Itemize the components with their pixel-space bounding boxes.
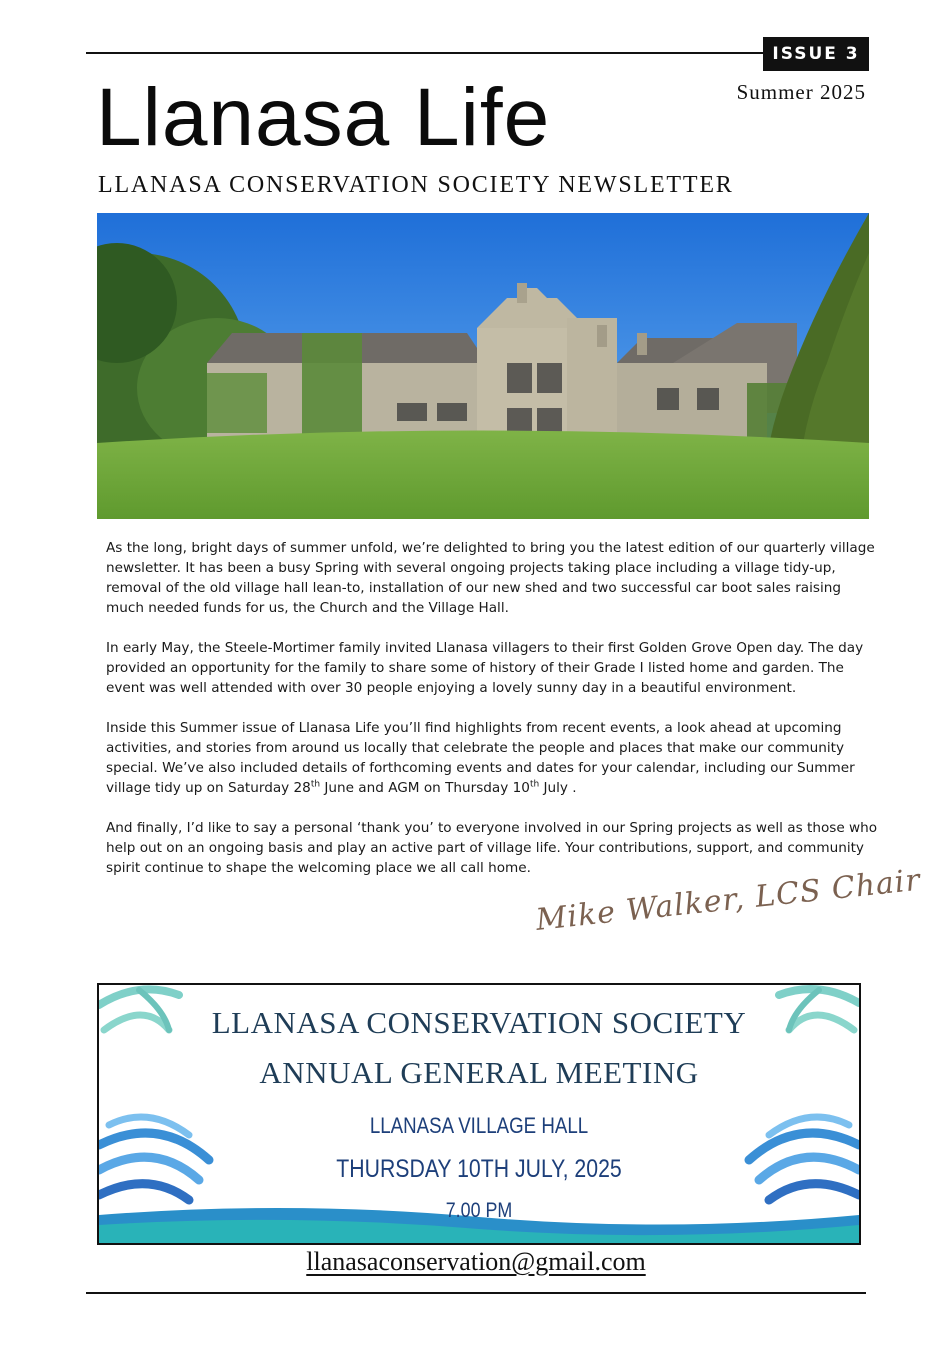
agm-banner [97, 983, 861, 1245]
newsletter-subtitle: LLANASA CONSERVATION SOCIETY NEWSLETTER [98, 172, 734, 198]
chair-signature: Mike Walker, LCS Chair [534, 862, 923, 938]
ordinal-suffix: th [310, 779, 321, 790]
agm-venue: LLANASA VILLAGE HALL [369, 1113, 589, 1138]
agm-society-name: LLANASA CONSERVATION SOCIETY [211, 1005, 747, 1040]
article-text: July . [539, 780, 577, 796]
issue-badge: ISSUE 3 [763, 37, 869, 71]
article-body [106, 538, 878, 898]
article-paragraph-open-day: In early May, the Steele-Mortimer family invited Llanasa villagers to their first Golden Grove Open day. The day provided an opportunity for the family to share some of history of their Grade I listed home and garden. The event was well attended with over 30 people enjoying a lovely sunny day in a beautiful environment. [106, 640, 864, 696]
hero-photo-illustration [97, 213, 869, 519]
article-paragraph-thanks: And finally, I’d like to say a personal ‘thank you’ to everyone involved in our Spring projects as well as those who help out on an ongoing basis and play an active part of village life. Your contributions, support, and community spirit continue to shape the welcoming place we all call home. [106, 820, 878, 876]
edition-label: Summer 2025 [736, 80, 866, 104]
article-text: Inside this Summer issue of Llanasa Life you’ll find highlights from recent events, a look ahead at upcoming activities, and stories from around us locally that celebrate the people and places that make our community special. We’ve also included details of forthcoming events and dates for your calendar, including our Summer village tidy up on Saturday 28 [106, 720, 855, 796]
top-rule [86, 52, 866, 54]
masthead-title: Llanasa Life [96, 72, 551, 163]
article-paragraph-intro: As the long, bright days of summer unfold, we’re delighted to bring you the latest edition of our quarterly village newsletter. It has been a busy Spring with several ongoing projects taking place including a village tidy-up, removal of the old village hall lean-to, installation of our new shed and two successful car boot sales raising much needed funds for us, the Church and the Village Hall. [106, 540, 875, 616]
agm-date: THURSDAY 10TH JULY, 2025 [336, 1155, 622, 1183]
bottom-rule [86, 1292, 866, 1294]
contact-email-link[interactable]: llanasaconservation@gmail.com [306, 1247, 646, 1276]
ordinal-suffix: th [529, 779, 540, 790]
agm-meeting-title: ANNUAL GENERAL MEETING [259, 1055, 699, 1090]
agm-time: 7.00 PM [445, 1199, 513, 1222]
hero-photo-golden-grove [97, 213, 869, 519]
article-paragraph-inside-issue [106, 718, 878, 798]
article-text: June and AGM on Thursday 10 [320, 780, 530, 796]
